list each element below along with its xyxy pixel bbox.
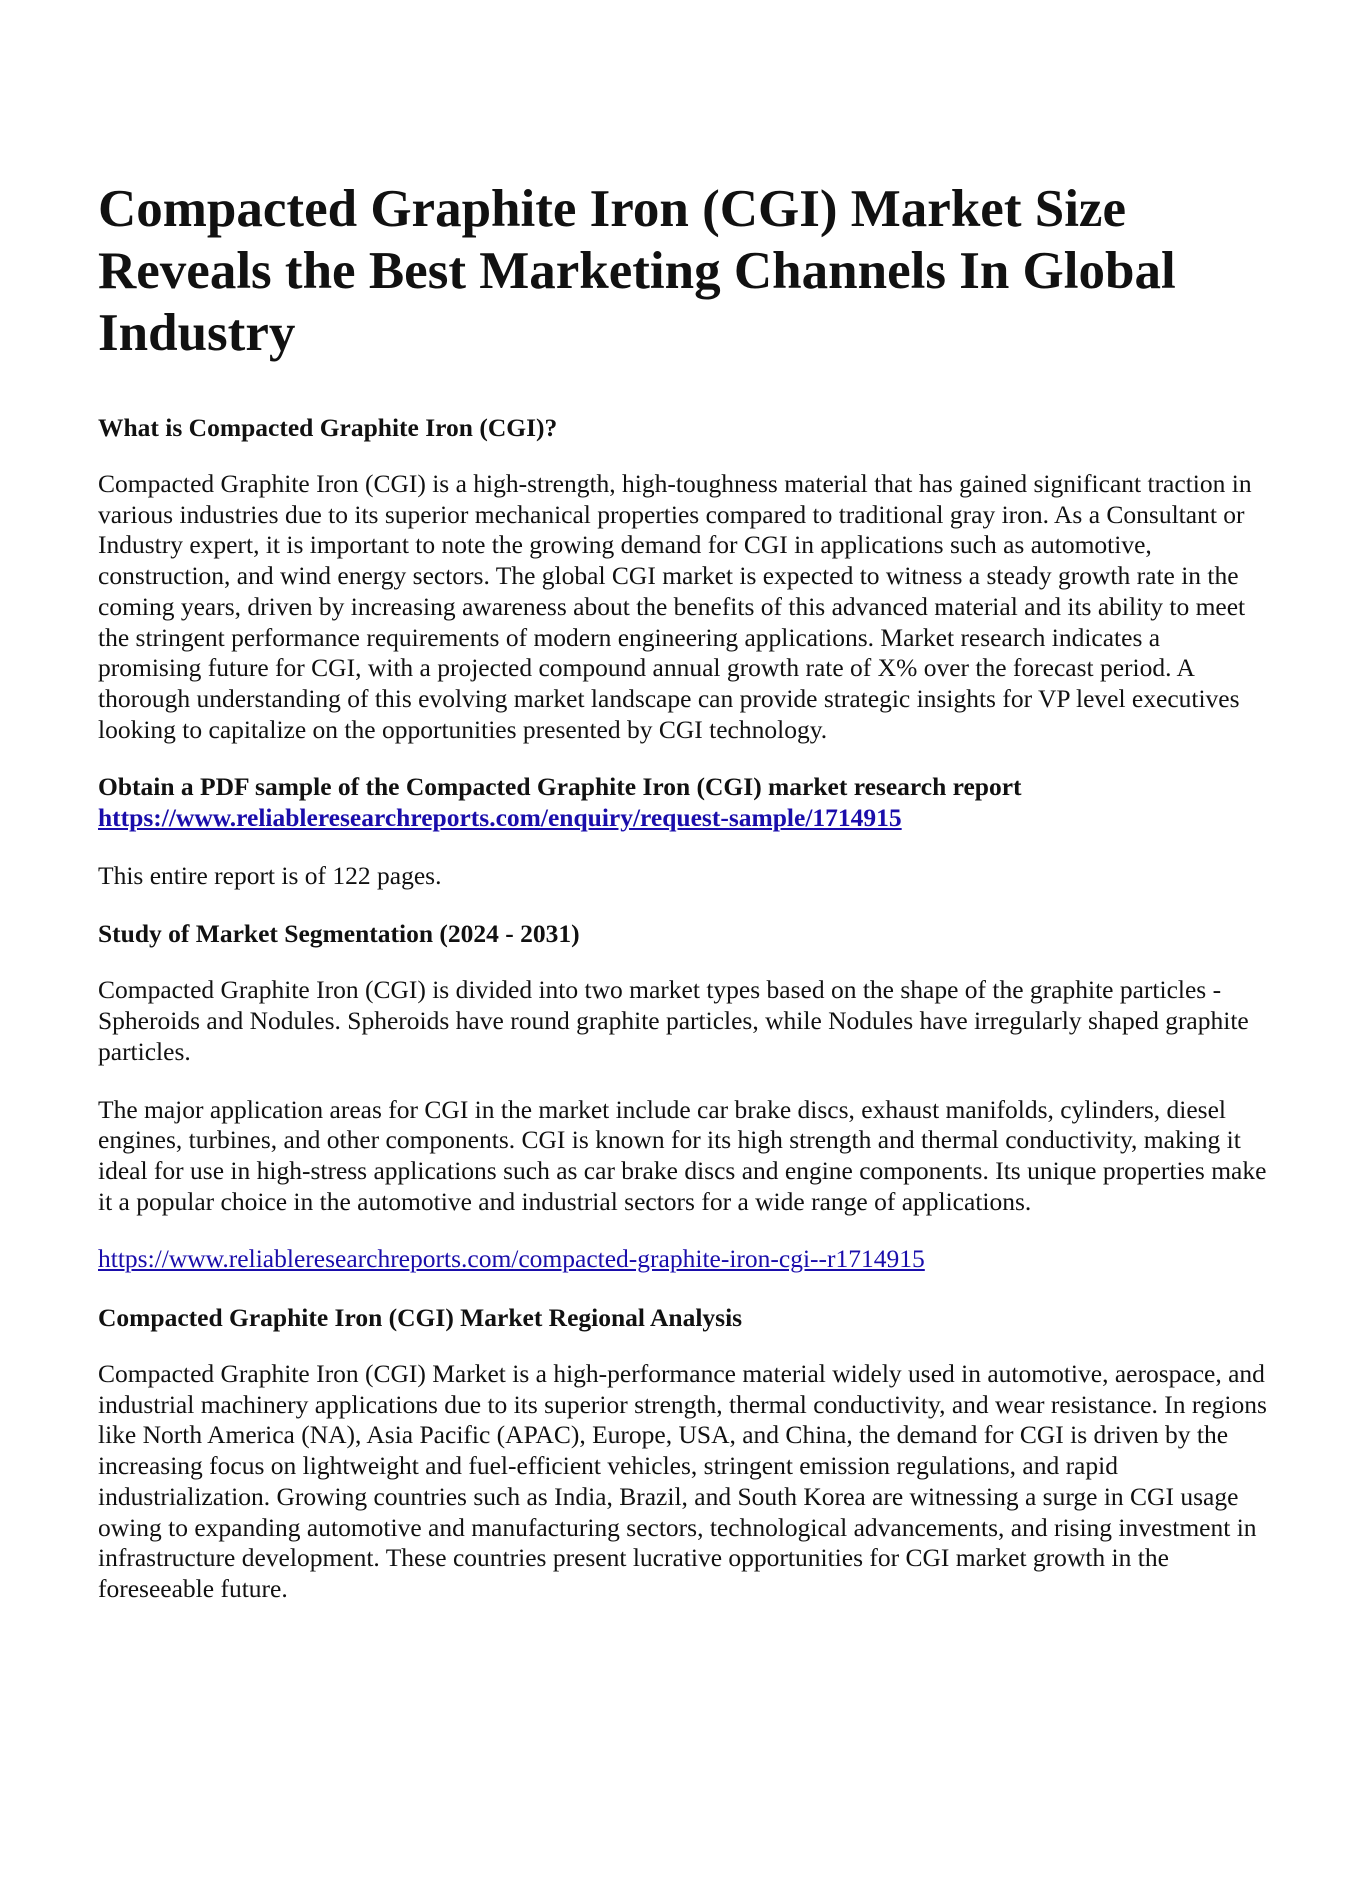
document-page [98,178,1268,1632]
sample-request-text: Obtain a PDF sample of the Compacted Graphite Iron (CGI) market research report [98,772,1022,802]
segmentation-types-paragraph: Compacted Graphite Iron (CGI) is divided into two market types based on the shape of the graphite particles - Spheroids and Nodules. Spheroids have round graphite particles, while Nodules have irregularly shaped graphite particles. [98,975,1249,1066]
section-heading-segmentation: Study of Market Segmentation (2024 - 2031) [98,919,580,949]
report-link[interactable]: https://www.reliableresearchreports.com/compacted-graphite-iron-cgi--r1714915 [98,1244,925,1274]
sample-request-link[interactable]: https://www.reliableresearchreports.com/enquiry/request-sample/1714915 [98,803,902,833]
regional-analysis-paragraph: Compacted Graphite Iron (CGI) Market is a high-performance material widely used in automotive, aerospace, and industrial machinery applications due to its superior strength, thermal conductivity, and wear resistance. In regions like North America (NA), Asia Pacific (APAC), Europe, USA, and China, the demand for CGI is driven by the increasing focus on lightweight and fuel-efficient vehicles, stringent emission regulations, and rapid industrialization. Growing countries such as India, Brazil, and South Korea are witnessing a surge in CGI usage owing to expanding automotive and manufacturing sectors, technological advancements, and rising investment in infrastructure development. These countries present lucrative opportunities for CGI market growth in the foreseeable future. [98,1359,1267,1603]
page-count-text: This entire report is of 122 pages. [98,860,442,890]
section-heading-what-is-cgi: What is Compacted Graphite Iron (CGI)? [98,413,558,442]
report-link-paragraph [98,1244,1268,1275]
sample-request-paragraph [98,772,1268,833]
section-body-what-is-cgi: Compacted Graphite Iron (CGI) is a high-strength, high-toughness material that has gained significant traction in various industries due to its superior mechanical properties compared to traditional gray iron. As a Consultant or Industry expert, it is important to note the growing demand for CGI in applications such as automotive, construction, and wind energy sectors. The global CGI market is expected to witness a steady growth rate in the coming years, driven by increasing awareness about the benefits of this advanced material and its ability to meet the stringent performance requirements of modern engineering applications. Market research indicates a promising future for CGI, with a projected compound annual growth rate of X% over the forecast period. A thorough understanding of this evolving market landscape can provide strategic insights for VP level executives looking to capitalize on the opportunities presented by CGI technology. [98,469,1252,744]
segmentation-applications-paragraph: The major application areas for CGI in the market include car brake discs, exhaust manifolds, cylinders, diesel engines, turbines, and other components. CGI is known for its high strength and thermal conductivity, making it ideal for use in high-stress applications such as car brake discs and engine components. Its unique properties make it a popular choice in the automotive and industrial sectors for a wide range of applications. [98,1094,1267,1216]
section-heading-regional-analysis: Compacted Graphite Iron (CGI) Market Regional Analysis [98,1303,743,1333]
document-title: Compacted Graphite Iron (CGI) Market Size Reveals the Best Marketing Channels In Global Industry [98,180,1176,362]
